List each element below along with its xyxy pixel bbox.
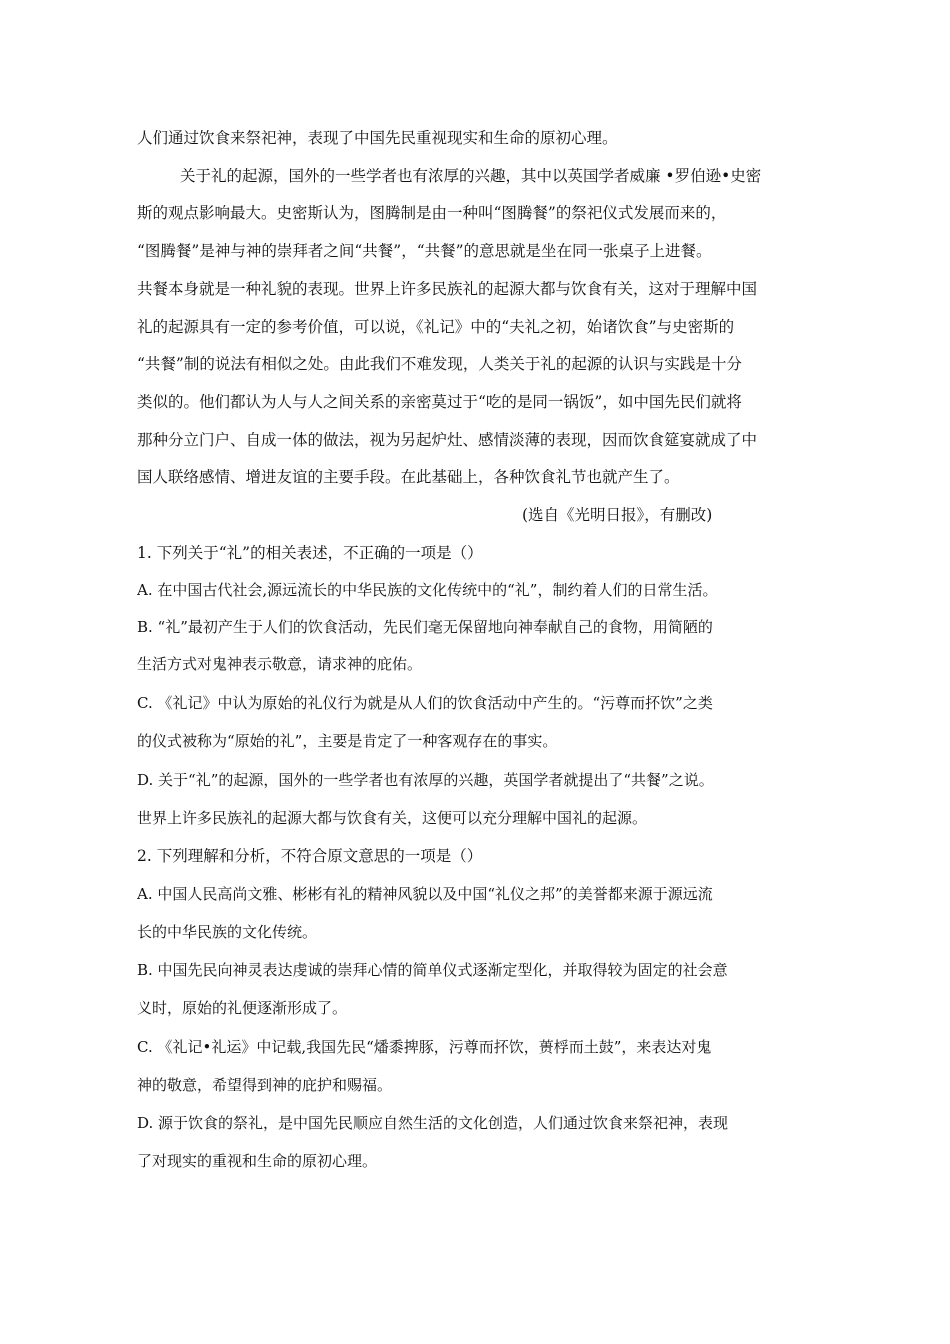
- option-c: C. 《礼记》中认为原始的礼仪行为就是从人们的饮食活动中产生的。“污尊而抔饮”之类: [137, 694, 713, 712]
- passage-line: 国人联络感情、增进友谊的主要手段。在此基础上，各种饮食礼节也就产生了。: [137, 468, 680, 486]
- question-stem: 2. 下列理解和分析，不符合原文意思的一项是（）: [137, 847, 483, 865]
- passage-line: 那种分立门户、自成一体的做法，视为另起炉灶、感情淡薄的表现，因而饮食筵宴就成了中: [137, 431, 758, 449]
- option-a: A. 中国人民高尚文雅、彬彬有礼的精神风貌以及中国“礼仪之邦”的美誉都来源于源远流: [137, 885, 713, 903]
- option-d: D. 关于“礼”的起源，国外的一些学者也有浓厚的兴趣，英国学者就提出了“共餐”之说。: [137, 771, 714, 789]
- option-d-continued: 了对现实的重视和生命的原初心理。: [137, 1152, 378, 1170]
- passage-line: 礼的起源具有一定的参考价值，可以说，《礼记》中的“夫礼之初，始诸饮食”与史密斯的: [137, 318, 735, 336]
- question-stem: 1. 下列关于“礼”的相关表述，不正确的一项是（）: [137, 544, 483, 562]
- option-c-continued: 的仪式被称为“原始的礼”，主要是肯定了一种客观存在的事实。: [137, 732, 558, 750]
- option-a: A. 在中国古代社会,源远流长的中华民族的文化传统中的“礼”，制约着人们的日常生活。: [137, 581, 718, 599]
- passage-line: 共餐本身就是一种礼貌的表现。世界上许多民族礼的起源大都与饮食有关，这对于理解中国: [137, 280, 758, 298]
- option-b-continued: 义时，原始的礼便逐渐形成了。: [137, 999, 348, 1017]
- passage-line: 斯的观点影响最大。史密斯认为，图腾制是由一种叫“图腾餐”的祭祀仪式发展而来的，: [137, 204, 727, 222]
- option-b: B. 中国先民向神灵表达虔诚的崇拜心情的简单仪式逐渐定型化，并取得较为固定的社会意: [137, 961, 728, 979]
- passage-line: 关于礼的起源，国外的一些学者也有浓厚的兴趣，其中以英国学者威廉 •罗伯逊•史密: [180, 167, 762, 185]
- option-d-continued: 世界上许多民族礼的起源大都与饮食有关，这便可以充分理解中国礼的起源。: [137, 809, 648, 827]
- option-a-continued: 长的中华民族的文化传统。: [137, 923, 318, 941]
- option-d: D. 源于饮食的祭礼，是中国先民顺应自然生活的文化创造，人们通过饮食来祭祀神，表现: [137, 1114, 729, 1132]
- option-b-continued: 生活方式对鬼神表示敬意，请求神的庇佑。: [137, 655, 423, 673]
- option-c-continued: 神的敬意，希望得到神的庇护和赐福。: [137, 1076, 393, 1094]
- passage-line: 类似的。他们都认为人与人之间关系的亲密莫过于“吃的是同一锅饭”，如中国先民们就将: [137, 393, 742, 411]
- passage-line: “共餐”制的说法有相似之处。由此我们不难发现，人类关于礼的起源的认识与实践是十分: [137, 355, 742, 373]
- passage-line: “图腾餐”是神与神的崇拜者之间“共餐”，“共餐”的意思就是坐在同一张桌子上进餐。: [137, 242, 712, 260]
- passage-line: 人们通过饮食来祭祀神，表现了中国先民重视现实和生命的原初心理。: [137, 129, 618, 147]
- passage-source: (选自《光明日报》，有删改): [522, 506, 713, 524]
- option-b: B. “礼”最初产生于人们的饮食活动，先民们毫无保留地向神奉献自己的食物，用简陋的: [137, 618, 713, 636]
- option-c: C. 《礼记•礼运》中记载,我国先民“燔黍捭豚，污尊而抔饮，蒉桴而土鼓”，来表达对鬼: [137, 1038, 712, 1056]
